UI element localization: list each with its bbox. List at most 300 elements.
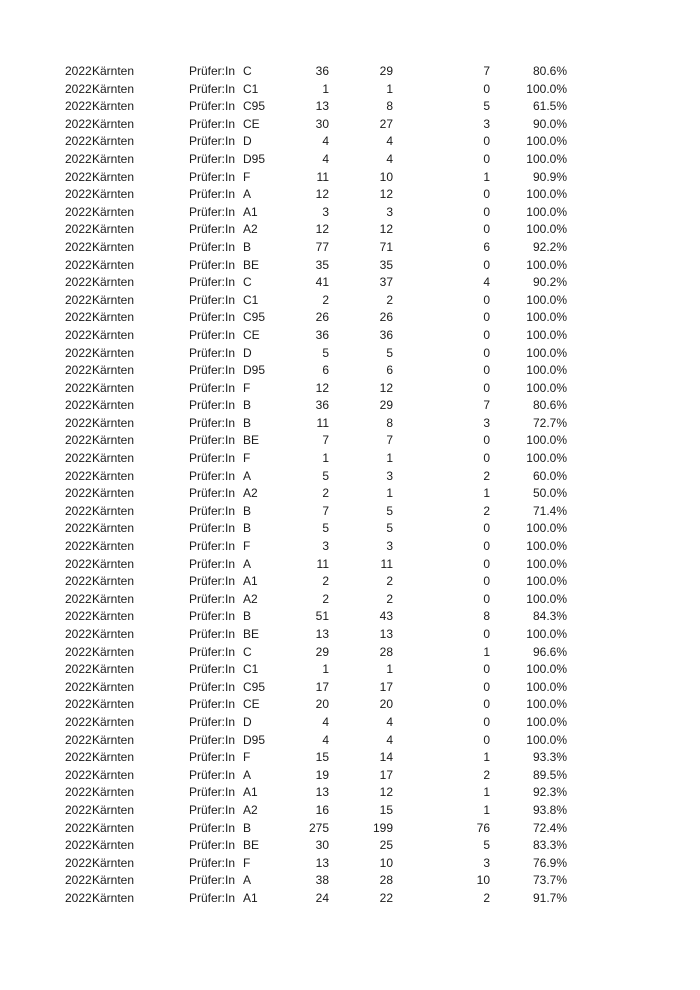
passed-count-cell: 14: [379, 750, 393, 765]
failed-count-cell: 1: [483, 644, 490, 659]
failed-count-cell: 0: [483, 204, 490, 219]
year-cell: 2022: [65, 433, 92, 448]
license-class-cell: A1: [243, 785, 258, 800]
passed-count-cell: 4: [386, 134, 393, 149]
role-cell: Prüfer:In: [189, 380, 236, 395]
total-count-cell: 41: [315, 275, 329, 290]
passed-count-cell: 17: [379, 679, 393, 694]
failed-count-cell: 0: [483, 380, 490, 395]
failed-count-cell: 0: [483, 222, 490, 237]
region-cell: Kärnten: [92, 820, 135, 835]
table-row: [0, 450, 700, 468]
table-row: [0, 784, 700, 802]
year-cell: 2022: [65, 187, 92, 202]
year-cell: 2022: [65, 644, 92, 659]
table-row: [0, 221, 700, 239]
pass-rate-cell: 90.9%: [532, 169, 567, 184]
table-row: [0, 186, 700, 204]
passed-count-cell: 6: [386, 363, 393, 378]
region-cell: Kärnten: [92, 662, 135, 677]
role-cell: Prüfer:In: [189, 116, 236, 131]
passed-count-cell: 5: [386, 521, 393, 536]
passed-count-cell: 1: [386, 486, 393, 501]
region-cell: Kärnten: [92, 697, 135, 712]
license-class-cell: F: [243, 169, 251, 184]
failed-count-cell: 0: [483, 627, 490, 641]
year-cell: 2022: [65, 714, 92, 729]
failed-count-cell: 0: [483, 134, 490, 149]
passed-count-cell: 17: [379, 767, 393, 782]
failed-count-cell: 2: [483, 767, 490, 782]
table-row: [0, 802, 700, 820]
license-class-cell: D95: [243, 732, 266, 747]
failed-count-cell: 0: [483, 433, 490, 448]
role-cell: Prüfer:In: [189, 609, 236, 624]
failed-count-cell: 0: [483, 679, 490, 694]
total-count-cell: 7: [322, 503, 329, 518]
pass-rate-cell: 100.0%: [526, 627, 567, 641]
year-cell: 2022: [65, 116, 92, 131]
region-cell: Kärnten: [92, 275, 135, 290]
total-count-cell: 26: [315, 310, 329, 325]
year-cell: 2022: [65, 838, 92, 853]
total-count-cell: 51: [315, 609, 329, 624]
pass-rate-cell: 60.0%: [532, 468, 567, 483]
region-cell: Kärnten: [92, 81, 135, 96]
license-class-cell: F: [243, 380, 251, 395]
failed-count-cell: 0: [483, 591, 490, 606]
total-count-cell: 12: [315, 380, 329, 395]
passed-count-cell: 199: [372, 820, 393, 835]
table-row: [0, 98, 700, 116]
total-count-cell: 3: [322, 539, 329, 554]
failed-count-cell: 1: [483, 169, 490, 184]
year-cell: 2022: [65, 257, 92, 272]
pass-rate-cell: 100.0%: [526, 187, 567, 202]
table-row: [0, 679, 700, 697]
pass-rate-cell: 100.0%: [526, 662, 567, 677]
total-count-cell: 2: [322, 486, 329, 501]
table-row: [0, 362, 700, 380]
role-cell: Prüfer:In: [189, 363, 236, 378]
role-cell: Prüfer:In: [189, 785, 236, 800]
region-cell: Kärnten: [92, 222, 135, 237]
pass-rate-cell: 50.0%: [532, 486, 567, 501]
region-cell: Kärnten: [92, 785, 135, 800]
role-cell: Prüfer:In: [189, 767, 236, 782]
failed-count-cell: 0: [483, 732, 490, 747]
table-row: [0, 169, 700, 187]
passed-count-cell: 37: [379, 275, 393, 290]
total-count-cell: 15: [315, 750, 329, 765]
license-class-cell: A1: [243, 890, 258, 905]
license-class-cell: B: [243, 239, 252, 254]
passed-count-cell: 71: [379, 239, 393, 254]
passed-count-cell: 1: [386, 451, 393, 466]
table-row: [0, 520, 700, 538]
license-class-cell: A1: [243, 574, 258, 589]
license-class-cell: D: [243, 134, 252, 149]
failed-count-cell: 1: [483, 802, 490, 817]
region-cell: Kärnten: [92, 345, 135, 360]
region-cell: Kärnten: [92, 574, 135, 589]
table-row: [0, 274, 700, 292]
total-count-cell: 5: [322, 521, 329, 536]
total-count-cell: 1: [322, 81, 329, 96]
region-cell: Kärnten: [92, 679, 135, 694]
license-class-cell: A2: [243, 222, 258, 237]
pass-rate-cell: 83.3%: [532, 838, 567, 853]
failed-count-cell: 10: [476, 873, 490, 888]
total-count-cell: 38: [315, 873, 329, 888]
role-cell: Prüfer:In: [189, 433, 236, 448]
passed-count-cell: 1: [386, 662, 393, 677]
region-cell: Kärnten: [92, 363, 135, 378]
role-cell: Prüfer:In: [189, 873, 236, 888]
role-cell: Prüfer:In: [189, 855, 236, 870]
role-cell: Prüfer:In: [189, 679, 236, 694]
year-cell: 2022: [65, 310, 92, 325]
role-cell: Prüfer:In: [189, 451, 236, 466]
region-cell: Kärnten: [92, 838, 135, 853]
data-table: [0, 63, 700, 908]
pass-rate-cell: 100.0%: [526, 151, 567, 166]
license-class-cell: B: [243, 609, 252, 624]
pass-rate-cell: 92.3%: [532, 785, 567, 800]
region-cell: Kärnten: [92, 873, 135, 888]
role-cell: Prüfer:In: [189, 556, 236, 571]
total-count-cell: 11: [316, 169, 329, 184]
license-class-cell: C95: [243, 679, 266, 694]
passed-count-cell: 12: [379, 380, 393, 395]
failed-count-cell: 0: [483, 521, 490, 536]
failed-count-cell: 5: [483, 838, 490, 853]
year-cell: 2022: [65, 750, 92, 765]
table-row: [0, 608, 700, 626]
role-cell: Prüfer:In: [189, 732, 236, 747]
year-cell: 2022: [65, 732, 92, 747]
pass-rate-cell: 90.2%: [532, 275, 567, 290]
passed-count-cell: 8: [386, 99, 393, 114]
failed-count-cell: 2: [483, 468, 490, 483]
region-cell: Kärnten: [92, 116, 135, 131]
table-row: [0, 573, 700, 591]
pass-rate-cell: 100.0%: [526, 204, 567, 219]
passed-count-cell: 35: [379, 257, 393, 272]
total-count-cell: 2: [322, 591, 329, 606]
passed-count-cell: 2: [386, 292, 393, 307]
role-cell: Prüfer:In: [189, 750, 236, 765]
year-cell: 2022: [65, 574, 92, 589]
region-cell: Kärnten: [92, 204, 135, 219]
total-count-cell: 4: [322, 714, 329, 729]
year-cell: 2022: [65, 591, 92, 606]
region-cell: Kärnten: [92, 433, 135, 448]
pass-rate-cell: 100.0%: [526, 451, 567, 466]
role-cell: Prüfer:In: [189, 99, 236, 114]
region-cell: Kärnten: [92, 750, 135, 765]
year-cell: 2022: [65, 627, 92, 641]
year-cell: 2022: [65, 81, 92, 96]
failed-count-cell: 0: [483, 363, 490, 378]
role-cell: Prüfer:In: [189, 204, 236, 219]
table-row: [0, 644, 700, 662]
region-cell: Kärnten: [92, 398, 135, 413]
year-cell: 2022: [65, 890, 92, 905]
total-count-cell: 12: [315, 222, 329, 237]
table-row: [0, 872, 700, 890]
region-cell: Kärnten: [92, 239, 135, 254]
failed-count-cell: 0: [483, 151, 490, 166]
pass-rate-cell: 100.0%: [526, 732, 567, 747]
pass-rate-cell: 100.0%: [526, 714, 567, 729]
license-class-cell: C95: [243, 310, 266, 325]
passed-count-cell: 3: [386, 204, 393, 219]
pass-rate-cell: 73.7%: [532, 873, 567, 888]
region-cell: Kärnten: [92, 486, 135, 501]
total-count-cell: 30: [315, 116, 329, 131]
table-row: [0, 292, 700, 310]
table-row: [0, 837, 700, 855]
year-cell: 2022: [65, 451, 92, 466]
pass-rate-cell: 80.6%: [532, 64, 567, 78]
passed-count-cell: 2: [386, 591, 393, 606]
pass-rate-cell: 100.0%: [526, 556, 567, 571]
table-row: [0, 714, 700, 732]
role-cell: Prüfer:In: [189, 345, 236, 360]
license-class-cell: BE: [243, 627, 260, 641]
region-cell: Kärnten: [92, 609, 135, 624]
role-cell: Prüfer:In: [189, 838, 236, 853]
license-class-cell: C: [243, 644, 252, 659]
region-cell: Kärnten: [92, 451, 135, 466]
passed-count-cell: 3: [386, 539, 393, 554]
total-count-cell: 11: [316, 556, 329, 571]
role-cell: Prüfer:In: [189, 292, 236, 307]
pass-rate-cell: 100.0%: [526, 345, 567, 360]
table-row: [0, 151, 700, 169]
passed-count-cell: 12: [379, 785, 393, 800]
total-count-cell: 30: [315, 838, 329, 853]
year-cell: 2022: [65, 345, 92, 360]
table-row: [0, 485, 700, 503]
total-count-cell: 36: [315, 64, 329, 78]
passed-count-cell: 27: [379, 116, 393, 131]
region-cell: Kärnten: [92, 64, 135, 78]
year-cell: 2022: [65, 99, 92, 114]
total-count-cell: 13: [315, 785, 329, 800]
total-count-cell: 1: [322, 662, 329, 677]
pass-rate-cell: 91.7%: [532, 890, 567, 905]
pass-rate-cell: 100.0%: [526, 433, 567, 448]
passed-count-cell: 43: [379, 609, 393, 624]
total-count-cell: 29: [315, 644, 329, 659]
total-count-cell: 2: [322, 292, 329, 307]
region-cell: Kärnten: [92, 310, 135, 325]
total-count-cell: 13: [315, 99, 329, 114]
total-count-cell: 3: [322, 204, 329, 219]
year-cell: 2022: [65, 873, 92, 888]
role-cell: Prüfer:In: [189, 539, 236, 554]
year-cell: 2022: [65, 327, 92, 342]
table-row: [0, 327, 700, 345]
failed-count-cell: 3: [483, 415, 490, 430]
role-cell: Prüfer:In: [189, 151, 236, 166]
pass-rate-cell: 100.0%: [526, 310, 567, 325]
year-cell: 2022: [65, 204, 92, 219]
region-cell: Kärnten: [92, 99, 135, 114]
passed-count-cell: 10: [379, 855, 393, 870]
failed-count-cell: 0: [483, 345, 490, 360]
pass-rate-cell: 90.0%: [532, 116, 567, 131]
passed-count-cell: 8: [386, 415, 393, 430]
failed-count-cell: 1: [483, 750, 490, 765]
license-class-cell: BE: [243, 838, 260, 853]
table-row: [0, 309, 700, 327]
role-cell: Prüfer:In: [189, 627, 236, 641]
role-cell: Prüfer:In: [189, 134, 236, 149]
total-count-cell: 77: [315, 239, 329, 254]
year-cell: 2022: [65, 64, 92, 78]
license-class-cell: D95: [243, 151, 266, 166]
year-cell: 2022: [65, 679, 92, 694]
license-class-cell: CE: [243, 697, 260, 712]
total-count-cell: 6: [322, 363, 329, 378]
failed-count-cell: 0: [483, 451, 490, 466]
failed-count-cell: 0: [483, 574, 490, 589]
year-cell: 2022: [65, 486, 92, 501]
failed-count-cell: 0: [483, 662, 490, 677]
region-cell: Kärnten: [92, 539, 135, 554]
license-class-cell: F: [243, 539, 251, 554]
role-cell: Prüfer:In: [189, 591, 236, 606]
passed-count-cell: 4: [386, 714, 393, 729]
region-cell: Kärnten: [92, 521, 135, 536]
passed-count-cell: 4: [386, 151, 393, 166]
pass-rate-cell: 72.4%: [532, 820, 567, 835]
region-cell: Kärnten: [92, 468, 135, 483]
year-cell: 2022: [65, 468, 92, 483]
table-row: [0, 749, 700, 767]
passed-count-cell: 13: [379, 627, 393, 641]
total-count-cell: 17: [315, 679, 329, 694]
license-class-cell: A: [243, 187, 252, 202]
license-class-cell: C: [243, 64, 252, 78]
total-count-cell: 12: [315, 187, 329, 202]
table-row: [0, 890, 700, 908]
year-cell: 2022: [65, 802, 92, 817]
region-cell: Kärnten: [92, 556, 135, 571]
total-count-cell: 5: [322, 468, 329, 483]
passed-count-cell: 25: [379, 838, 393, 853]
table-row: [0, 556, 700, 574]
region-cell: Kärnten: [92, 503, 135, 518]
role-cell: Prüfer:In: [189, 714, 236, 729]
passed-count-cell: 12: [379, 222, 393, 237]
pass-rate-cell: 72.7%: [532, 415, 567, 430]
table-row: [0, 732, 700, 750]
region-cell: Kärnten: [92, 151, 135, 166]
failed-count-cell: 0: [483, 187, 490, 202]
license-class-cell: BE: [243, 433, 260, 448]
pass-rate-cell: 100.0%: [526, 81, 567, 96]
table-row: [0, 397, 700, 415]
year-cell: 2022: [65, 398, 92, 413]
region-cell: Kärnten: [92, 415, 135, 430]
pass-rate-cell: 93.3%: [532, 750, 567, 765]
total-count-cell: 275: [308, 820, 329, 835]
region-cell: Kärnten: [92, 767, 135, 782]
passed-count-cell: 36: [379, 327, 393, 342]
region-cell: Kärnten: [92, 714, 135, 729]
year-cell: 2022: [65, 697, 92, 712]
failed-count-cell: 1: [483, 785, 490, 800]
table-row: [0, 626, 700, 644]
region-cell: Kärnten: [92, 855, 135, 870]
license-class-cell: F: [243, 855, 251, 870]
year-cell: 2022: [65, 767, 92, 782]
year-cell: 2022: [65, 503, 92, 518]
passed-count-cell: 11: [380, 556, 393, 571]
role-cell: Prüfer:In: [189, 802, 236, 817]
role-cell: Prüfer:In: [189, 239, 236, 254]
total-count-cell: 1: [322, 451, 329, 466]
pass-rate-cell: 100.0%: [526, 574, 567, 589]
table-row: [0, 538, 700, 556]
pass-rate-cell: 100.0%: [526, 697, 567, 712]
table-row: [0, 345, 700, 363]
region-cell: Kärnten: [92, 134, 135, 149]
role-cell: Prüfer:In: [189, 890, 236, 905]
total-count-cell: 5: [322, 345, 329, 360]
total-count-cell: 16: [315, 802, 329, 817]
region-cell: Kärnten: [92, 380, 135, 395]
pass-rate-cell: 100.0%: [526, 363, 567, 378]
failed-count-cell: 0: [483, 292, 490, 307]
passed-count-cell: 20: [379, 697, 393, 712]
license-class-cell: C95: [243, 99, 266, 114]
total-count-cell: 7: [322, 433, 329, 448]
passed-count-cell: 7: [386, 433, 393, 448]
pass-rate-cell: 61.5%: [532, 99, 567, 114]
license-class-cell: A2: [243, 802, 258, 817]
year-cell: 2022: [65, 521, 92, 536]
role-cell: Prüfer:In: [189, 486, 236, 501]
passed-count-cell: 10: [379, 169, 393, 184]
role-cell: Prüfer:In: [189, 503, 236, 518]
failed-count-cell: 6: [483, 239, 490, 254]
failed-count-cell: 76: [476, 820, 490, 835]
pass-rate-cell: 89.5%: [532, 767, 567, 782]
table-row: [0, 661, 700, 679]
pass-rate-cell: 100.0%: [526, 327, 567, 342]
region-cell: Kärnten: [92, 732, 135, 747]
license-class-cell: CE: [243, 116, 260, 131]
failed-count-cell: 0: [483, 556, 490, 571]
pass-rate-cell: 100.0%: [526, 257, 567, 272]
year-cell: 2022: [65, 380, 92, 395]
table-row: [0, 81, 700, 99]
pass-rate-cell: 100.0%: [526, 679, 567, 694]
role-cell: Prüfer:In: [189, 644, 236, 659]
year-cell: 2022: [65, 609, 92, 624]
failed-count-cell: 7: [483, 64, 490, 78]
failed-count-cell: 3: [483, 855, 490, 870]
year-cell: 2022: [65, 415, 92, 430]
passed-count-cell: 28: [379, 644, 393, 659]
year-cell: 2022: [65, 855, 92, 870]
role-cell: Prüfer:In: [189, 521, 236, 536]
